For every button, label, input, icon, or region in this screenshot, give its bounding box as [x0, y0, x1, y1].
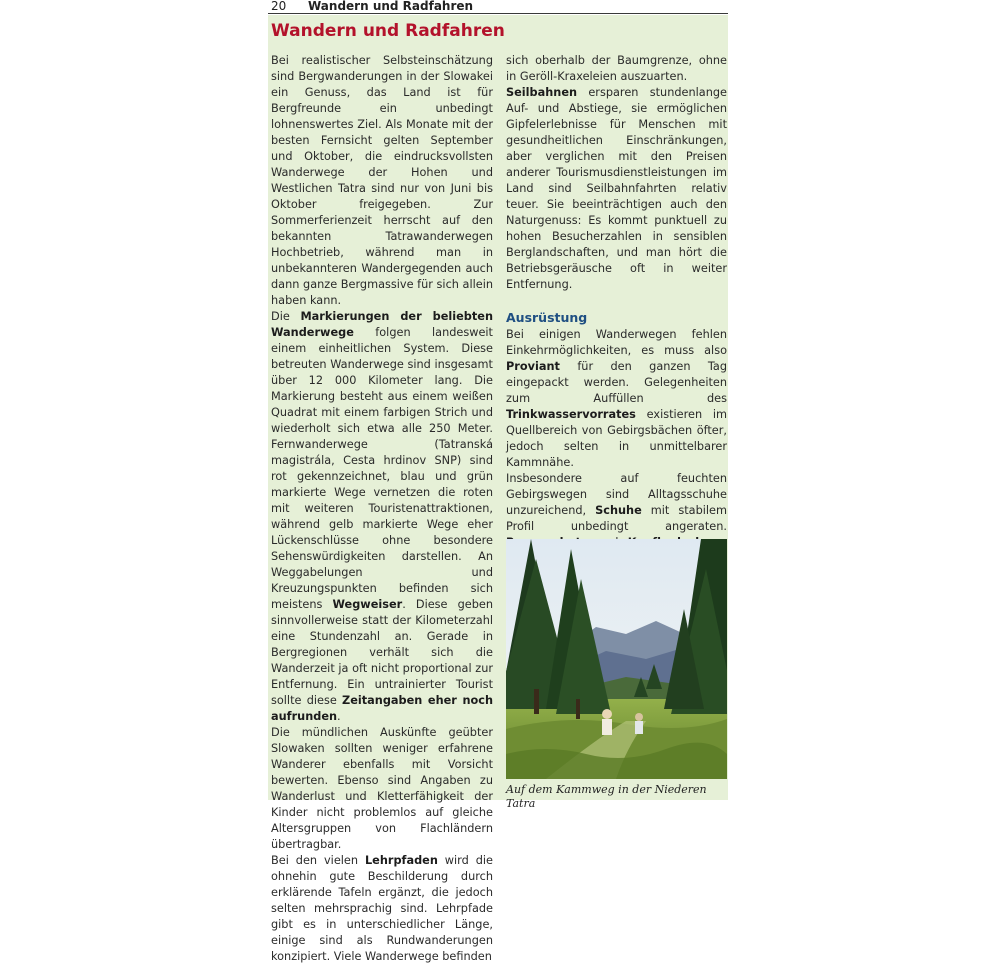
- bold-term: Schuhe: [595, 504, 642, 517]
- landscape-photo: [506, 539, 727, 779]
- bold-term: Wegweiser: [332, 598, 403, 611]
- text-run: Die: [271, 310, 301, 323]
- running-title: Wandern und Radfahren: [308, 0, 474, 13]
- text-run: für den ganzen Tag eingepackt werden. Gelegenheiten zum Auffüllen des: [506, 360, 727, 405]
- paragraph: [271, 853, 493, 965]
- text-run: Bei den vielen: [271, 854, 365, 867]
- running-head: [268, 0, 728, 14]
- text-run: existieren im Quellbereich von Gebirgsbächen öfter, jedoch selten in unmittelbarer Kammnähe.: [506, 408, 727, 469]
- book-page: [268, 0, 728, 963]
- paragraph: [506, 327, 727, 471]
- left-column: [271, 53, 493, 965]
- right-column-top-paragraphs: [506, 53, 727, 293]
- text-run: folgen landesweit einem einheitlichen System. Diese betreuten Wanderwege sind insgesamt über 12 000 Kilometer lang. Die Markierung besteht aus einem weißen Quadrat mit einem farbigen Strich und wiederholt sich etwa alle 250 Meter. Fernwanderwege (Tatranská magistrála, Cesta hrdinov SNP) sind rot gekennzeichnet, blau und grün markierte Wege vernetzen die roten mit weiteren Touristenattraktionen, während gelb markierte Wege eher Lückenschlüsse ohne besondere Sehenswürdigkeiten darstellen. An Weggabelungen und Kreuzungspunkten befinden sich meistens: [271, 326, 493, 611]
- text-run: Bei einigen Wanderwegen fehlen Einkehrmöglichkeiten, es muss also: [506, 328, 727, 357]
- subheading-equipment: Ausrüstung: [506, 310, 588, 325]
- text-run: sich oberhalb der Baumgrenze, ohne in Geröll-Kraxeleien auszuarten.: [506, 54, 727, 83]
- bold-term: Zeitangaben eher noch aufrunden: [271, 694, 493, 723]
- bold-term: Seilbahnen: [506, 86, 578, 99]
- bold-term: Markierungen der beliebten Wanderwege: [271, 310, 493, 339]
- paragraph: [271, 309, 493, 725]
- page-number: 20: [271, 0, 287, 13]
- text-run: Insbesondere auf feuchten Gebirgswegen sind Alltagsschuhe unzureichend,: [506, 472, 727, 517]
- text-run: .: [337, 710, 341, 723]
- paragraph: [506, 53, 727, 85]
- paragraph: [506, 85, 727, 293]
- text-run: Die mündlichen Auskünfte geübter Slowaken sollten weniger erfahrene Wanderer ebenfalls mit Vorsicht bewerten. Ebenso sind Angaben zu Wanderlust und Kletterfähigkeit der Kinder nicht problemlos auf gleiche Altersgruppen von Flachländern übertragbar.: [271, 726, 493, 851]
- paragraph: [271, 53, 493, 309]
- bold-term: Proviant: [506, 360, 560, 373]
- text-run: Bei realistischer Selbsteinschätzung sind Bergwanderungen in der Slowakei ein Genuss, das Land ist für Bergfreunde ein unbedingt lohnenswertes Ziel. Als Monate mit der besten Fernsicht gelten September und Oktober, die eindrucksvollsten Wanderwege der Hohen und Westlichen Tatra sind nur von Juni bis Oktober freigegeben. Zur Sommerferienzeit herrscht auf den bekannten Tatrawanderwegen Hochbetrieb, während man in unbekannteren Wandergegenden auch dann ganze Bergmassive für sich allein haben kann.: [271, 54, 493, 307]
- bold-term: Trinkwasservorrates: [506, 408, 636, 421]
- text-run: wird die ohnehin gute Beschilderung durch erklärende Tafeln ergänzt, die jedoch selten mehrsprachig sind. Lehrpfade gibt es in unterschiedlicher Länge, einige sind als Rundwanderungen konzipiert. Viele Wanderwege befinden: [271, 854, 493, 963]
- section-title: Wandern und Radfahren: [271, 21, 505, 41]
- paragraph: [271, 725, 493, 853]
- bold-term: Lehrpfaden: [364, 854, 438, 867]
- text-run: . Diese geben sinnvollerweise statt der Kilometerzahl eine Stundenzahl an. Gerade in Bergregionen verhält sich die Wanderzeit ja oft nicht proportional zur Entfernung. Ein untrainierter Tourist sollte diese: [271, 598, 493, 707]
- left-column-paragraphs: [271, 53, 493, 965]
- text-run: mit stabilem Profil unbedingt angeraten.: [506, 504, 727, 533]
- photo-caption: Auf dem Kammweg in der Niederen Tatra: [506, 783, 707, 810]
- text-run: ersparen stundenlange Auf- und Abstiege, sie ermöglichen Gipfelerlebnisse für Menschen mit gesundheitlichen Einschränkungen, aber verglichen mit den Preisen anderer Tourismusdienstleistungen im Land sind Seilbahnfahrten relativ teuer. Sie beeinträchtigen auch den Naturgenuss: Es kommt punktuell zu hohen Besucherzahlen in sensiblen Berglandschaften, und man hört die Betriebsgeräusche oft in weiter Entfernung.: [506, 86, 727, 291]
